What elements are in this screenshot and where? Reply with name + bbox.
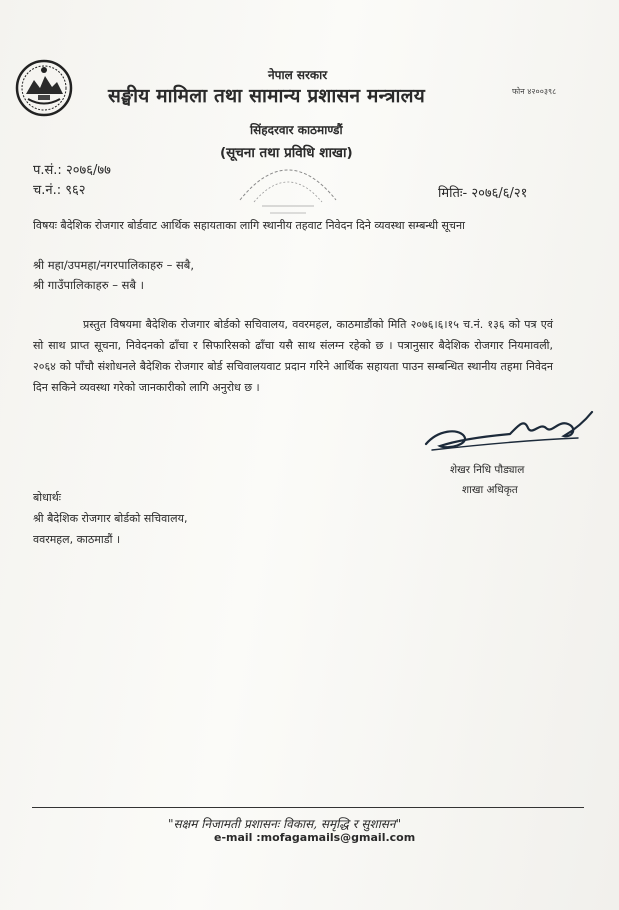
cc-line: श्री बैदेशिक रोजगार बोर्डको सचिवालय, <box>33 512 188 525</box>
letter-date: मितिः- २०७६/६/२१ <box>438 186 528 201</box>
cc-label: बोधार्थः <box>33 491 61 504</box>
branch-name: (सूचना तथा प्रविधि शाखा) <box>220 145 353 161</box>
cc-line: ववरमहल, काठमाडौं । <box>33 533 121 546</box>
government-name: नेपाल सरकार <box>268 68 328 82</box>
footer-divider <box>32 807 584 808</box>
footer-email: e-mail :mofagamails@gmail.com <box>214 831 416 844</box>
signatory-title: शाखा अधिकृत <box>462 484 518 496</box>
nepal-emblem-icon <box>14 58 74 118</box>
letter-body-text: प्रस्तुत विषयमा बैदेशिक रोजगार बोर्डको सचिवालय, ववरमहल, काठमाडौंको मिति २०७६।६।१५ च.नं. १३६ को पत्र एवं सो साथ प्राप्त सूचना, निवेदनको ढाँचा र सिफारिसको ढाँचा यसै साथ संलग्न रहेको छ । पत्रानुसार बैदेशिक रोजगार नियमावली, २०६४ को पाँचौ संशोधनले बैदेशिक रोजगार बोर्ड सचिवालयवाट प्रदान गरिने आर्थिक सहायता पाउन सम्बन्धित स्थानीय तहमा निवेदन दिन सकिने व्यवस्था गरेको जानकारीको लागि अनुरोध छ । <box>33 318 553 394</box>
signatory-name: शेखर निधि पौड्याल <box>450 464 525 476</box>
letter-body <box>33 314 553 398</box>
addressee-line: श्री महा/उपमहा/नगरपालिकाहरु – सबै, <box>33 258 194 272</box>
phone-number: फोन ४२००३९८ <box>512 87 557 96</box>
received-stamp-icon <box>232 150 344 222</box>
ministry-name: सङ्घीय मामिला तथा सामान्य प्रशासन मन्त्रालय <box>108 85 425 107</box>
footer-motto: "सक्षम निजामती प्रशासनः विकास, समृद्धि र सुशासन" <box>168 817 402 831</box>
reference-number: प.सं.: २०७६/७७ <box>33 163 111 178</box>
letter-subject: विषयः बैदेशिक रोजगार बोर्डवाट आर्थिक सहायताका लागि स्थानीय तहवाट निवेदन दिने व्यवस्था सम्बन्धी सूचना <box>33 219 465 232</box>
handwritten-signature-icon <box>418 400 598 460</box>
dispatch-number: च.नं.: ९६२ <box>33 183 86 198</box>
ministry-location: सिंहदरवार काठमाण्डौं <box>250 123 343 137</box>
addressee-line: श्री गाउँपालिकाहरु – सबै । <box>33 278 145 292</box>
